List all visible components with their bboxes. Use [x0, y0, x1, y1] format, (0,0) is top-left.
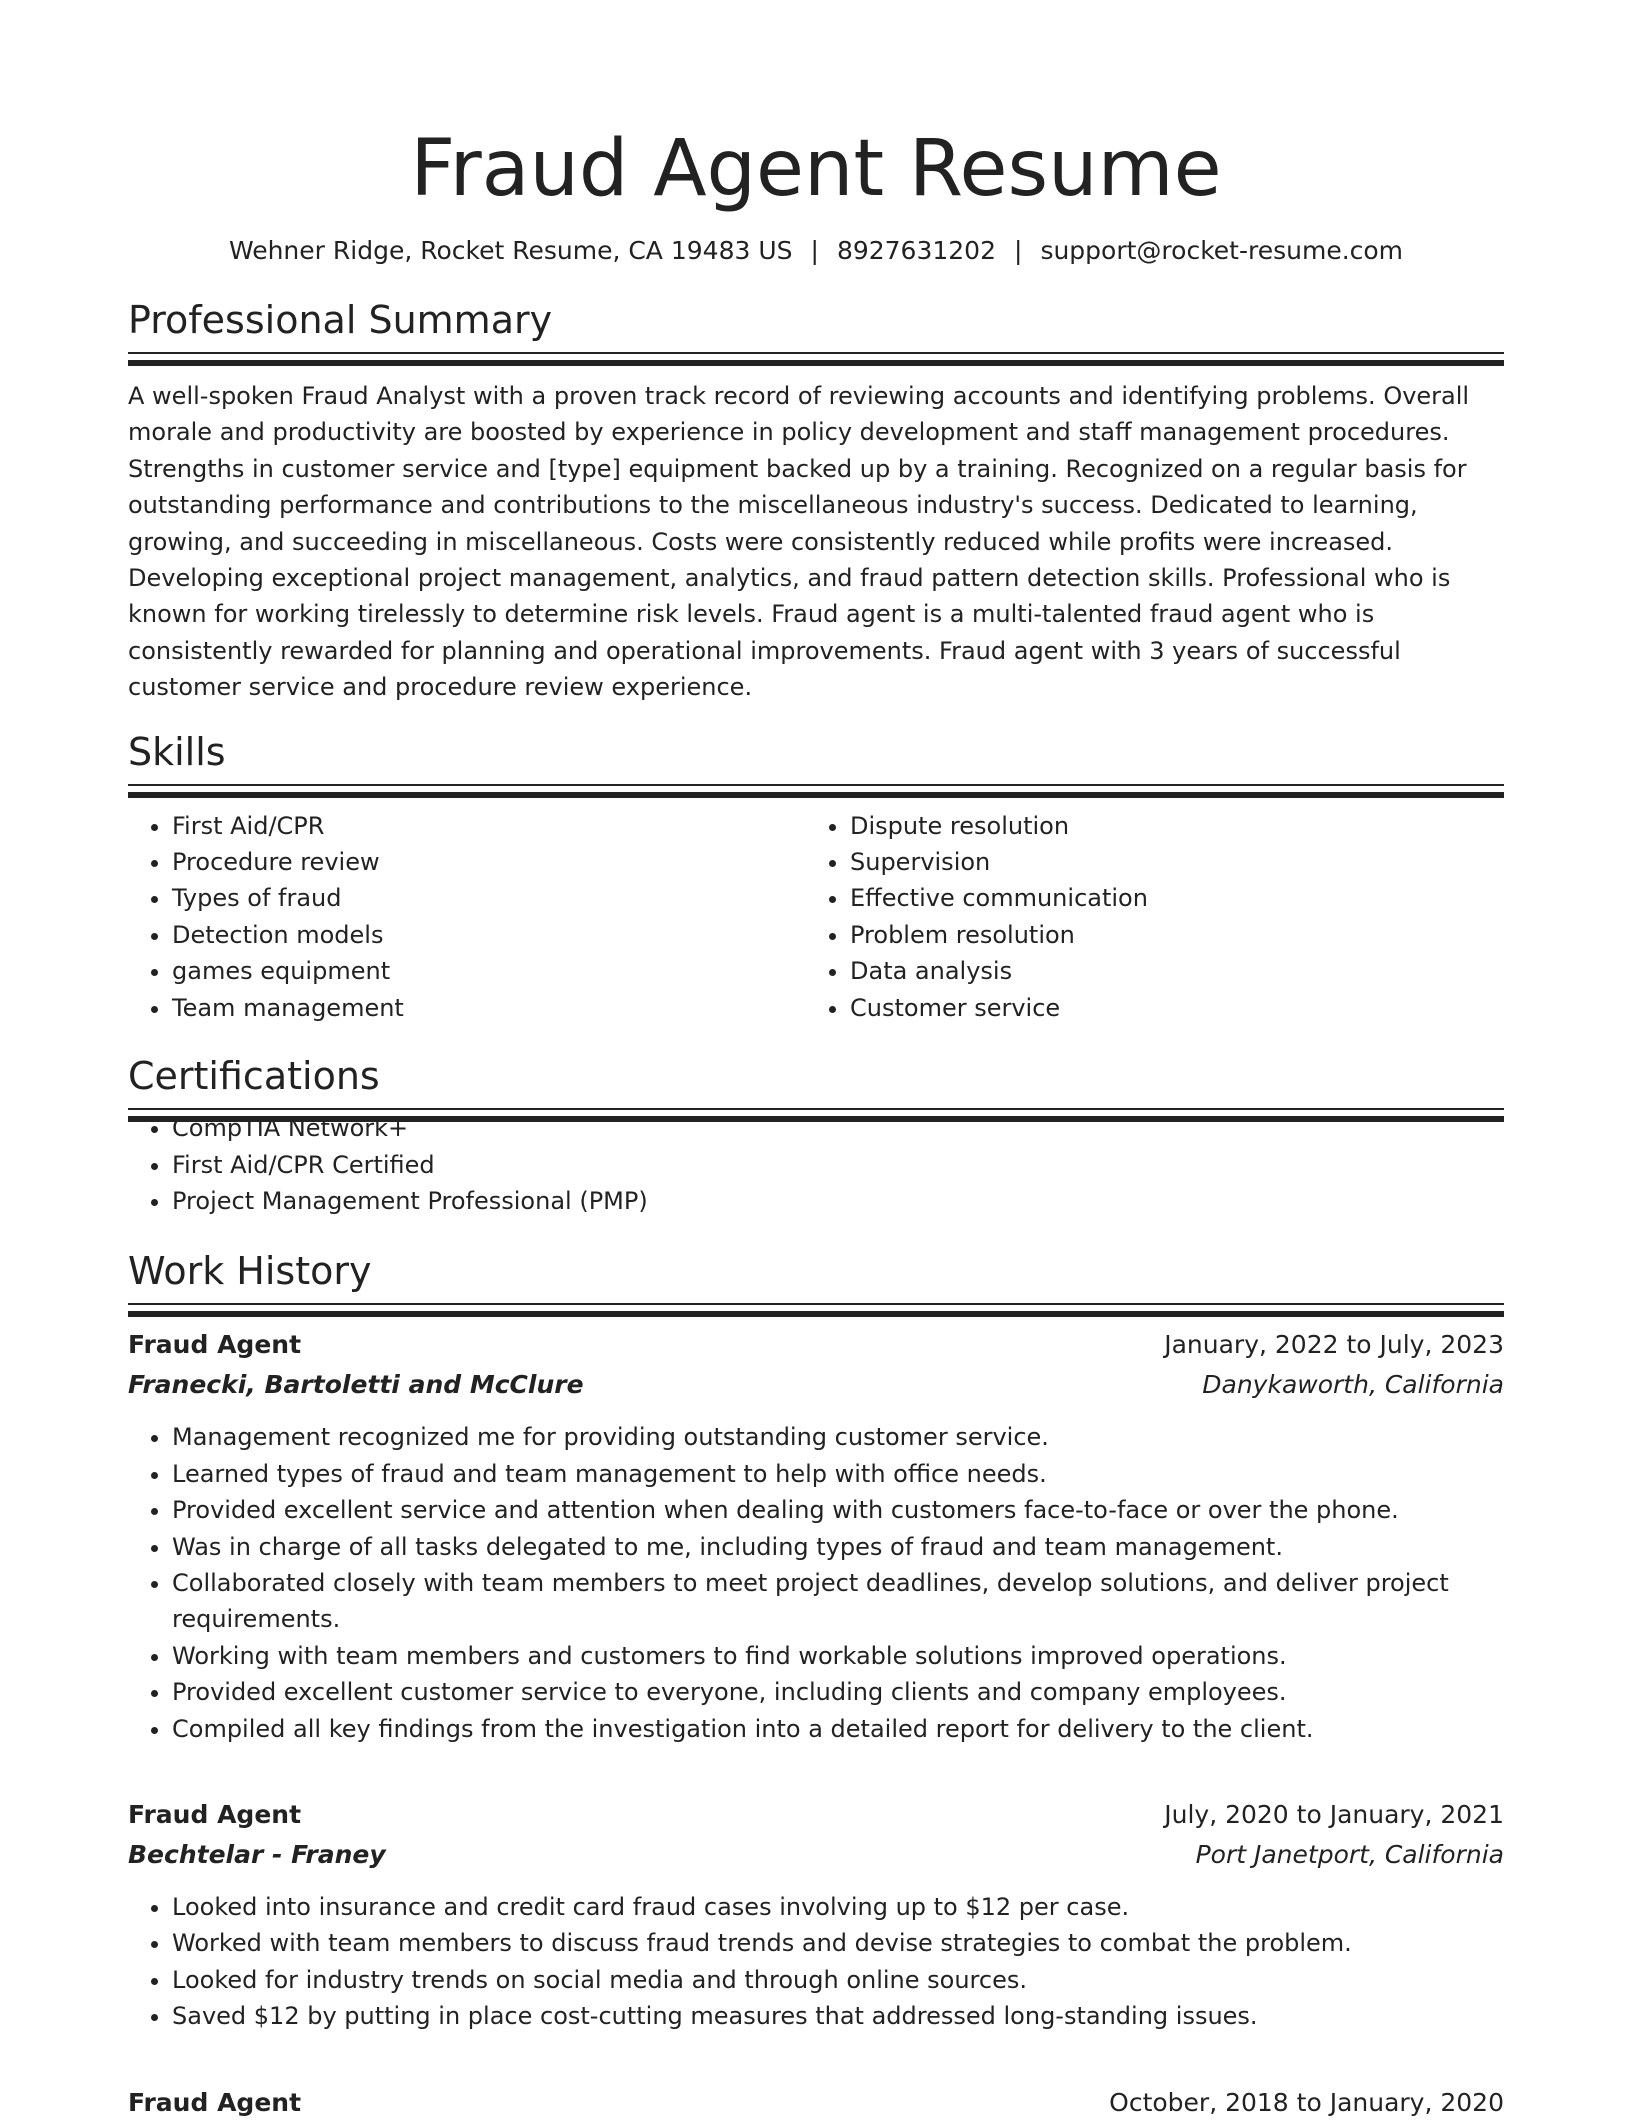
job-dates: January, 2022 to July, 2023: [1164, 1330, 1504, 1360]
job-duties-list: [128, 1889, 1504, 2035]
job-entry: [128, 2083, 1504, 2123]
job-duty: • Provided excellent service and attention when dealing with customers face-to-face or over the phone.: [172, 1492, 1504, 1528]
job-duty: • Working with team members and customers to find workable solutions improved operations.: [172, 1638, 1504, 1674]
skill-item: • games equipment: [172, 953, 806, 989]
skill-item: • Procedure review: [172, 844, 806, 880]
skills-column-left: [128, 808, 806, 1026]
job-duties-list: [128, 1419, 1504, 1747]
contact-line: [128, 234, 1504, 268]
job-duty: • Management recognized me for providing outstanding customer service.: [172, 1419, 1504, 1455]
section-divider: [128, 1303, 1504, 1305]
skill-item: • Problem resolution: [850, 917, 1484, 953]
summary-text: A well-spoken Fraud Analyst with a proven track record of reviewing accounts and identifying problems. Overall morale and productivity are boosted by experience in policy development and staff management procedures. Strengths in customer service and [type] equipment backed up by a training. Recognized on a regular basis for outstanding performance and contributions to the miscellaneous industry's success. Dedicated to learning, growing, and succeeding in miscellaneous. Costs were consistently reduced while profits were increased. Developing exceptional project management, analytics, and fraud pattern detection skills. Professional who is known for working tirelessly to determine risk levels. Fraud agent is a multi-talented fraud agent who is consistently rewarded for planning and operational improvements. Fraud agent with 3 years of successful customer service and procedure review experience.: [128, 382, 1470, 702]
job-duty: • Was in charge of all tasks delegated to me, including types of fraud and team management.: [172, 1529, 1504, 1565]
job-entry: [128, 1795, 1504, 2035]
contact-separator: |: [810, 236, 819, 265]
job-entry: [128, 1325, 1504, 1747]
skill-item: • Team management: [172, 990, 806, 1026]
certifications-list: [128, 1110, 1504, 1219]
job-title: Fraud Agent: [128, 2087, 302, 2117]
job-duty: • Learned types of fraud and team management to help with office needs.: [172, 1456, 1504, 1492]
job-subheader: [128, 1835, 1504, 1875]
section-title-skills: Skills: [128, 729, 226, 774]
contact-separator: |: [1014, 236, 1023, 265]
skill-item: • Supervision: [850, 844, 1484, 880]
skill-item: • Detection models: [172, 917, 806, 953]
certification-item: • Project Management Professional (PMP): [172, 1183, 1504, 1219]
job-header: [128, 1325, 1504, 1365]
job-duty: • Collaborated closely with team members to meet project deadlines, develop solutions, and deliver project requirements.: [172, 1565, 1504, 1638]
contact-address: Wehner Ridge, Rocket Resume, CA 19483 US: [228, 236, 793, 265]
section-title-summary: Professional Summary: [128, 298, 553, 342]
skill-item: • Effective communication: [850, 880, 1484, 916]
skill-item: • Customer service: [850, 990, 1484, 1026]
job-duty: • Provided excellent customer service to everyone, including clients and company employees.: [172, 1674, 1504, 1710]
job-duty: • Compiled all key findings from the investigation into a detailed report for delivery to the client.: [172, 1711, 1504, 1747]
skill-item: • Dispute resolution: [850, 808, 1484, 844]
section-divider: [128, 784, 1504, 786]
skill-item: • Types of fraud: [172, 880, 806, 916]
section-title-work-history: Work History: [128, 1249, 372, 1294]
skill-item: • First Aid/CPR: [172, 808, 806, 844]
job-duty: • Saved $12 by putting in place cost-cutting measures that addressed long-standing issues.: [172, 1998, 1504, 2034]
section-title-certifications: Certifications: [128, 1054, 380, 1099]
contact-phone[interactable]: 8927631202: [836, 236, 996, 265]
section-divider: [128, 352, 1504, 354]
skills-column-right: [806, 808, 1484, 1026]
job-company: Bechtelar - Franey: [128, 1839, 386, 1869]
job-location: Port Janetport, California: [1195, 1839, 1504, 1869]
skills-list: [128, 808, 1504, 1026]
job-duty: • Worked with team members to discuss fraud trends and devise strategies to combat the problem.: [172, 1925, 1504, 1961]
section-divider: [128, 1108, 1504, 1110]
job-dates: July, 2020 to January, 2021: [1164, 1799, 1504, 1829]
job-title: Fraud Agent: [128, 1330, 302, 1360]
resume-title: Fraud Agent Resume: [410, 124, 1222, 214]
job-header: [128, 1795, 1504, 1835]
job-duty: • Looked into insurance and credit card fraud cases involving up to $12 per case.: [172, 1889, 1504, 1925]
certification-item: • CompTIA Network+: [172, 1110, 1504, 1146]
contact-email[interactable]: support@rocket-resume.com: [1040, 236, 1404, 265]
skill-item: • Data analysis: [850, 953, 1484, 989]
resume-page: [128, 0, 1504, 2123]
job-location: Danykaworth, California: [1202, 1370, 1504, 1400]
certification-item: • First Aid/CPR Certified: [172, 1147, 1504, 1183]
job-dates: October, 2018 to January, 2020: [1109, 2087, 1504, 2117]
job-title: Fraud Agent: [128, 1799, 302, 1829]
job-company: Franecki, Bartoletti and McClure: [128, 1370, 584, 1400]
job-subheader: [128, 1365, 1504, 1405]
job-duty: • Looked for industry trends on social media and through online sources.: [172, 1962, 1504, 1998]
job-header: [128, 2083, 1504, 2123]
